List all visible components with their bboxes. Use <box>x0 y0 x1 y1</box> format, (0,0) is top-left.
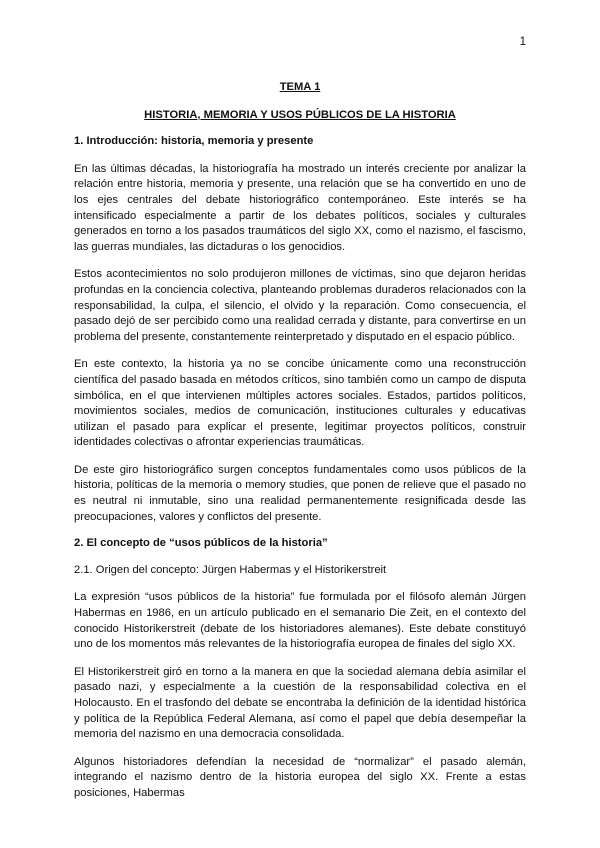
subsection-heading: 2.1. Origen del concepto: Jürgen Habermas y el Historikerstreit <box>74 563 387 576</box>
tema-label: TEMA 1 <box>279 81 321 93</box>
section-heading-2: 2. El concepto de “usos públicos de la historia” <box>74 537 328 550</box>
document-body <box>74 80 526 802</box>
document-title: HISTORIA, MEMORIA Y USOS PÚBLICOS DE LA HISTORIA <box>144 108 456 121</box>
paragraph: De este giro historiográfico surgen conceptos fundamentales como usos públicos de la historia, políticas de la memoria o memory studies, que ponen de relieve que el pasado no es neutral ni inmutable, sino una realidad permanentemente resignificada desde las preocupaciones, valores y conflictos del presente. <box>74 463 526 523</box>
paragraph: En este contexto, la historia ya no se concibe únicamente como una reconstrucción científica del pasado basada en métodos críticos, sino también como un campo de disputa simbólica, en el que intervienen múltiples actores sociales. Estados, partidos políticos, movimientos sociales, medios de comunicación, instituciones culturales y educativas utilizan el pasado para explicar el presente, legitimar proyectos políticos, construir identidades colectivas o afrontar experiencias traumáticas. <box>74 358 526 449</box>
paragraph: La expresión “usos públicos de la historia” fue formulada por el filósofo alemán Jürgen Habermas en 1986, en un artículo publicado en el semanario Die Zeit, en el contexto del conocido Historikerstreit (debate de los historiadores alemanes). Este debate constituyó uno de los momentos más relevantes de la historiografía europea de finales del siglo XX. <box>74 591 526 651</box>
paragraph: El Historikerstreit giró en torno a la manera en que la sociedad alemana debía asimilar el pasado nazi, y especialmente a la cuestión de la responsabilidad colectiva en el Holocausto. En el trasfondo del debate se encontraba la definición de la identidad histórica y política de la República Federal Alemana, así como el papel que debía desempeñar la memoria del nazismo en una democracia consolidada. <box>74 665 526 741</box>
paragraph: Estos acontecimientos no solo produjeron millones de víctimas, sino que dejaron heridas profundas en la conciencia colectiva, planteando problemas duraderos relacionados con la responsabilidad, la culpa, el silencio, el olvido y la reparación. Como consecuencia, el pasado dejó de ser percibido como una realidad cerrada y distante, para convertirse en un problema del presente, constantemente reinterpretado y disputado en el espacio público. <box>74 268 526 343</box>
page-number: 1 <box>519 36 526 48</box>
paragraph: En las últimas décadas, la historiografía ha mostrado un interés creciente por analizar la relación entre historia, memoria y presente, una relación que se ha convertido en uno de los ejes centrales del debate historiográfico contemporáneo. Este interés se ha intensificado especialmente a partir de los debates políticos, sociales y culturales generados en torno a los pasados traumáticos del siglo XX, como el nazismo, el fascismo, las guerras mundiales, las dictaduras o los genocidios. <box>74 162 526 253</box>
section-heading-1: 1. Introducción: historia, memoria y presente <box>74 135 314 148</box>
paragraph: Algunos historiadores defendían la necesidad de “normalizar” el pasado alemán, integrando el nazismo dentro de la historia europea del siglo XX. Frente a estas posiciones, Habermas <box>74 755 526 799</box>
